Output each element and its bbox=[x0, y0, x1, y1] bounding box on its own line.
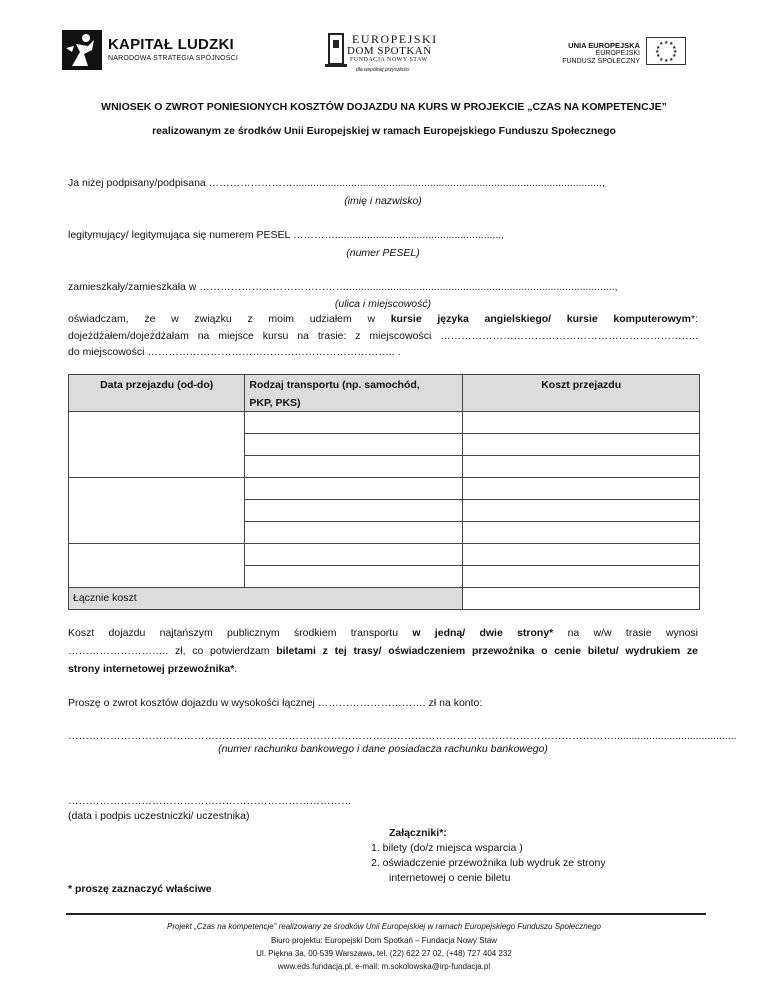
attachment-item-2-cont: internetowej o cenie biletu bbox=[389, 872, 511, 884]
attachments-title: Załączniki*: bbox=[389, 827, 447, 839]
eds-subtitle: FUNDACJA NOWY STAW bbox=[350, 57, 428, 63]
transport-cell[interactable] bbox=[245, 412, 463, 434]
note-asterisk: * proszę zaznaczyć właściwe bbox=[68, 883, 212, 895]
proof-choice[interactable]: biletami z tej trasy/ oświadczeniem przewoźnika o cenie biletu/ wydrukiem ze bbox=[276, 645, 699, 657]
svg-text:★: ★ bbox=[659, 57, 664, 63]
form-subtitle: realizowanym ze środków Unii Europejskiej w ramach Europejskiego Funduszu Społecznego bbox=[152, 125, 616, 137]
declaration-text: oświadczam, że w związku z moim udziałem w bbox=[68, 313, 391, 325]
ue-line2: EUROPEJSKI bbox=[595, 50, 640, 57]
transport-cell[interactable] bbox=[245, 566, 463, 588]
kapital-ludzki-emblem-icon bbox=[62, 30, 102, 70]
cost-cell[interactable] bbox=[463, 434, 700, 456]
footer-divider bbox=[66, 913, 706, 915]
address-hint: (ulica i miejscowość) bbox=[334, 298, 432, 310]
svg-text:★: ★ bbox=[656, 45, 661, 51]
destination-field-line[interactable]: do miejscowości …………………………………………………………….. . bbox=[68, 346, 401, 358]
ue-line3: FUNDUSZ SPOŁECZNY bbox=[562, 58, 640, 65]
address-field-line[interactable]: zamieszkały/zamieszkała w ……………………………………............................................................................................, bbox=[68, 281, 618, 293]
eds-building-icon bbox=[325, 30, 347, 70]
attachment-item-2: 2. oświadczenie przewoźnika lub wydruk ze strony bbox=[371, 857, 606, 869]
attachment-item-1: 1. bilety (do/z miejsca wsparcia ) bbox=[371, 842, 523, 854]
svg-text:★: ★ bbox=[669, 41, 674, 47]
col-header-cost: Koszt przejazdu bbox=[463, 375, 700, 412]
cost-paragraph-line1: Koszt dojazdu najtańszym publicznym środkiem transportu w jedną/ dwie strony* na w/w trasie wynosi bbox=[68, 627, 698, 639]
col-header-date: Data przejazdu (od-do) bbox=[69, 375, 245, 412]
eds-title-line1: EUROPEJSKI bbox=[352, 32, 438, 46]
declaration-asterisk: *: bbox=[690, 313, 698, 325]
direction-choice[interactable]: w jedną/ dwie strony* bbox=[412, 627, 554, 639]
pesel-field-line[interactable]: legitymujący/ legitymująca się numerem PESEL …………........................................................., bbox=[68, 229, 505, 241]
cost-cell[interactable] bbox=[463, 412, 700, 434]
cost-cell[interactable] bbox=[463, 522, 700, 544]
kapital-ludzki-title: KAPITAŁ LUDZKI bbox=[108, 36, 234, 53]
pesel-hint: (numer PESEL) bbox=[346, 247, 420, 259]
transport-cell[interactable] bbox=[245, 544, 463, 566]
footer-contact: www.eds.fundacja.pl, e-mail: m.sokolowska@irp-fundacja.pl bbox=[277, 962, 491, 971]
declaration-line bbox=[68, 313, 698, 325]
transport-cell[interactable] bbox=[245, 456, 463, 478]
cost-cell[interactable] bbox=[463, 544, 700, 566]
travel-table bbox=[68, 374, 700, 610]
transport-cell[interactable] bbox=[245, 500, 463, 522]
refund-amount-line[interactable]: Proszę o zwrot kosztów dojazdu w wysokości łącznej …………………………. zł na konto: bbox=[68, 697, 483, 709]
svg-text:★: ★ bbox=[655, 49, 660, 55]
svg-text:★: ★ bbox=[664, 58, 669, 64]
eds-title-line2: DOM SPOTKAŃ bbox=[347, 45, 432, 57]
kapital-ludzki-subtitle: NARODOWA STRATEGIA SPÓJNOŚCI bbox=[108, 55, 239, 62]
cost-cell[interactable] bbox=[463, 478, 700, 500]
account-hint: (numer rachunku bankowego i dane posiadacza rachunku bankowego) bbox=[218, 743, 548, 755]
svg-text:★: ★ bbox=[672, 45, 677, 51]
signature-hint: (data i podpis uczestniczki/ uczestnika) bbox=[68, 810, 250, 822]
date-cell[interactable] bbox=[69, 412, 245, 478]
account-field-line[interactable]: ………………………………………………………………………………………………………………………………………….......................................... bbox=[68, 730, 737, 742]
date-cell[interactable] bbox=[69, 478, 245, 544]
footer-address: Ul. Piękna 3a, 00-539 Warszawa, tel. (22) 622 27 02, (+48) 727 404 232 bbox=[256, 949, 512, 958]
footer-project: Projekt „Czas na kompetencje” realizowany ze środków Unii Europejskiej w ramach Europejskiego Funduszu Społecznego bbox=[167, 922, 601, 931]
cost-amount-field[interactable]: ……………………….. zł, co potwierdzam bbox=[68, 645, 277, 657]
name-field-line[interactable]: Ja niżej podpisany/podpisana …………………….........................................................................................................., bbox=[68, 177, 605, 189]
signature-field-line[interactable]: ……………………………………………………………………… bbox=[68, 795, 352, 807]
transport-cell[interactable] bbox=[245, 434, 463, 456]
svg-text:★: ★ bbox=[673, 49, 678, 55]
eu-flag bbox=[646, 37, 686, 65]
cost-cell[interactable] bbox=[463, 566, 700, 588]
svg-text:★: ★ bbox=[659, 41, 664, 47]
eu-stars-icon bbox=[647, 38, 685, 64]
eds-tagline: dla wspólnej przyszłości bbox=[356, 67, 410, 73]
transport-cell[interactable] bbox=[245, 522, 463, 544]
svg-text:★: ★ bbox=[664, 40, 669, 46]
svg-text:★: ★ bbox=[669, 57, 674, 63]
total-cost-cell[interactable] bbox=[463, 588, 700, 610]
footer-office: Biuro projektu: Europejski Dom Spotkań – Fundacja Nowy Staw bbox=[271, 936, 497, 945]
cost-paragraph-line2 bbox=[68, 645, 698, 657]
date-cell[interactable] bbox=[69, 544, 245, 588]
svg-text:★: ★ bbox=[672, 53, 677, 59]
ue-line1: UNIA EUROPEJSKA bbox=[568, 41, 640, 50]
total-label-cell: Łącznie koszt bbox=[69, 588, 463, 610]
col-header-transport: Rodzaj transportu (np. samochód, PKP, PKS) bbox=[245, 375, 463, 412]
svg-text:★: ★ bbox=[656, 53, 661, 59]
cost-cell[interactable] bbox=[463, 456, 700, 478]
name-hint: (imię i nazwisko) bbox=[344, 195, 422, 207]
commute-field-line[interactable]: dojeżdżałem/dojeżdżałam na miejsce kursu na trasie: z miejscowości ……………………………………………………………….. bbox=[68, 330, 698, 342]
form-title: WNIOSEK O ZWROT PONIESIONYCH KOSZTÓW DOJAZDU NA KURS W PROJEKCIE „CZAS NA KOMPETENCJE” bbox=[101, 101, 667, 113]
cost-paragraph-line3: strony internetowej przewoźnika*. bbox=[68, 663, 238, 675]
eds-logo bbox=[325, 30, 347, 70]
transport-cell[interactable] bbox=[245, 478, 463, 500]
kapital-ludzki-logo bbox=[62, 30, 102, 70]
course-choice[interactable]: kursie języka angielskiego/ kursie komputerowym bbox=[390, 313, 691, 325]
cost-cell[interactable] bbox=[463, 500, 700, 522]
